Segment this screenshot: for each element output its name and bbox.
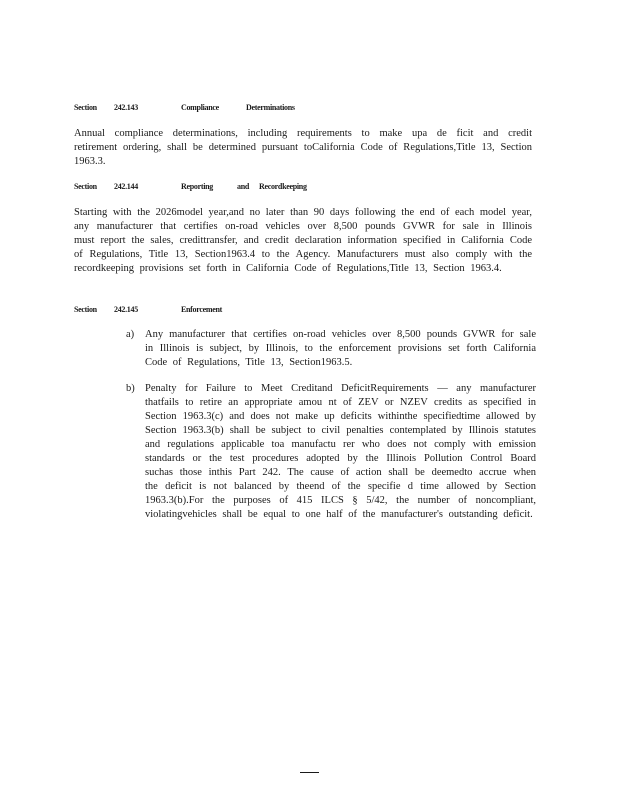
section-number: 242.143 [114,103,138,112]
section-title: Recordkeeping [259,182,307,191]
section-label: Section [74,182,97,191]
list-marker: a) [126,329,135,340]
section-title: Determinations [246,103,295,112]
list-marker: b) [126,383,135,394]
section-title: and [237,182,249,191]
section-body-242-143: Annual compliance determinations, including requirements to make upa de ficit and credit retirement ordering, shall be determined pursuant toCalifornia Code of Regulations,Title 13, Section 1963.3. [74,128,532,167]
section-number: 242.145 [114,305,138,314]
section-body-242-144: Starting with the 2026model year,and no later than 90 days following the end of each model year, any manufacturer that certifies on-road vehicles over 8,500 pounds GVWR for sale in Illinois must report the sales, credittransfer, and credit declaration information specified in California Code of Regulations, Title 13, Section1963.4 to the Agency. Manufacturers must also comply with the recordkeeping provisions set forth in California Code of Regulations,Title 13, Section 1963.4. [74,207,532,274]
section-label: Section [74,103,97,112]
list-item-text: Penalty for Failure to Meet Creditand DeficitRequirements — any manufacturer thatfails to retire an appropriate amou nt of ZEV or NZEV credits as specified in Section 1963.3(c) and does not make up deficits withinthe specifiedtime allowed by Section 1963.3(b) shall be subject to civil penalties contemplated by Illinois statutes and regulations applicable toa manufactu rer who does not comply with emission standards or the test procedures adopted by the Illinois Pollution Control Board suchas those inthis Part 242. The cause of action shall be deemedto accrue when the deficit is not balanced by theend of the specifie d time allowed by Section 1963.3(b).For the purposes of 415 ILCS § 5/42, the number of noncompliant, violatingvehicles shall be equal to one half of the manufacturer's outstanding deficit. [145,383,536,520]
section-number: 242.144 [114,182,138,191]
list-item-b [126,382,536,522]
section-title: Reporting [181,182,213,191]
list-item-text: Any manufacturer that certifies on-road vehicles over 8,500 pounds GVWR for sale in Illinois is subject, by Illinois, to the enforcement provisions set forth California Code of Regulations, Title 13, Section1963.5. [145,329,536,368]
page-footer-rule [300,772,319,773]
list-item-a [126,328,536,370]
section-title: Enforcement [181,305,222,314]
section-title: Compliance [181,103,219,112]
section-label: Section [74,305,97,314]
